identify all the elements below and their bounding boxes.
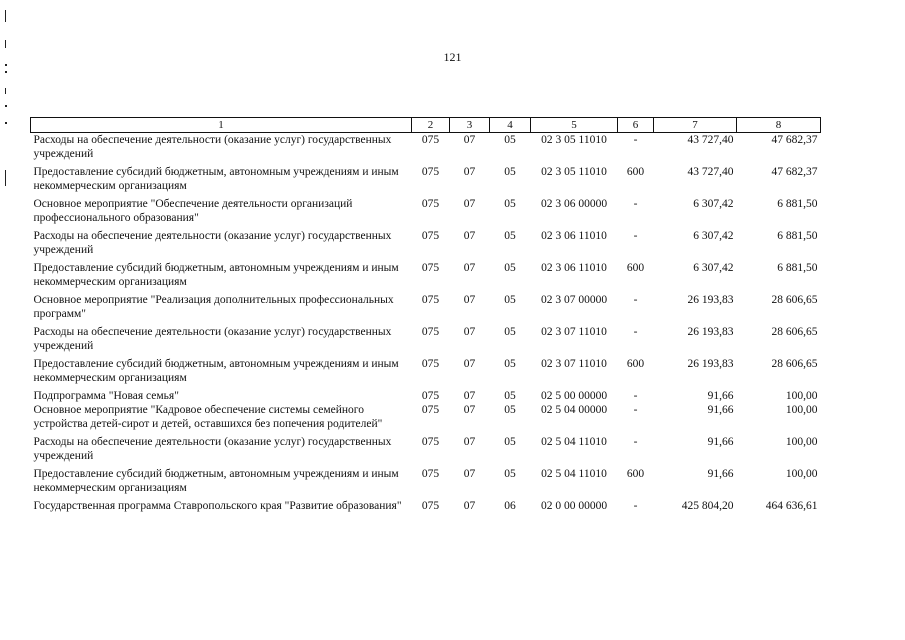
row-section: 07 bbox=[463, 326, 476, 338]
row-section: 07 bbox=[463, 294, 476, 306]
table-row bbox=[31, 293, 821, 325]
row-target-article: 02 5 04 00000 bbox=[540, 404, 608, 416]
row-amount-year2: 47 682,37 bbox=[771, 134, 818, 146]
row-expense-type: - bbox=[633, 134, 638, 146]
column-header: 4 bbox=[490, 118, 531, 133]
row-admin-code: 075 bbox=[421, 134, 440, 146]
row-description: Государственная программа Ставропольского края "Развитие образования" bbox=[33, 500, 402, 512]
row-amount-year2: 464 636,61 bbox=[765, 500, 818, 512]
row-subsection: 06 bbox=[504, 500, 516, 512]
row-amount-year2: 6 881,50 bbox=[777, 198, 818, 210]
row-description: Предоставление субсидий бюджетным, автономным учреждениям и иным некоммерческим организациям bbox=[33, 358, 399, 384]
column-header: 2 bbox=[412, 118, 450, 133]
row-expense-type: - bbox=[633, 294, 638, 306]
row-section: 07 bbox=[463, 166, 476, 178]
row-expense-type: 600 bbox=[626, 166, 645, 178]
row-amount-year2: 100,00 bbox=[785, 404, 818, 416]
row-expense-type: - bbox=[633, 500, 638, 512]
row-amount-year2: 28 606,65 bbox=[771, 326, 818, 338]
row-subsection: 05 bbox=[504, 166, 516, 178]
row-target-article: 02 5 00 00000 bbox=[540, 390, 608, 402]
row-subsection: 05 bbox=[504, 390, 516, 402]
table-row bbox=[31, 499, 821, 517]
row-expense-type: - bbox=[633, 326, 638, 338]
row-admin-code: 075 bbox=[421, 390, 440, 402]
row-description: Основное мероприятие "Обеспечение деятельности организаций профессионального образования" bbox=[33, 198, 353, 224]
row-amount-year1: 43 727,40 bbox=[687, 166, 734, 178]
row-section: 07 bbox=[463, 262, 476, 274]
row-amount-year2: 6 881,50 bbox=[777, 230, 818, 242]
header-row bbox=[31, 118, 821, 133]
row-target-article: 02 0 00 00000 bbox=[540, 500, 608, 512]
row-expense-type: - bbox=[633, 230, 638, 242]
row-description: Расходы на обеспечение деятельности (оказание услуг) государственных учреждений bbox=[33, 326, 392, 352]
row-target-article: 02 3 07 11010 bbox=[541, 326, 607, 338]
row-admin-code: 075 bbox=[421, 262, 440, 274]
row-description: Подпрограмма "Новая семья" bbox=[33, 390, 179, 402]
row-expense-type: 600 bbox=[626, 358, 645, 370]
row-admin-code: 075 bbox=[421, 358, 440, 370]
table-row bbox=[31, 357, 821, 389]
row-amount-year1: 91,66 bbox=[707, 390, 734, 402]
row-subsection: 05 bbox=[504, 436, 516, 448]
table-row bbox=[31, 197, 821, 229]
row-amount-year1: 91,66 bbox=[707, 436, 734, 448]
row-section: 07 bbox=[463, 468, 476, 480]
row-amount-year2: 28 606,65 bbox=[771, 358, 818, 370]
row-expense-type: - bbox=[633, 198, 638, 210]
column-header: 3 bbox=[450, 118, 490, 133]
row-section: 07 bbox=[463, 436, 476, 448]
row-description: Расходы на обеспечение деятельности (оказание услуг) государственных учреждений bbox=[33, 436, 392, 462]
row-amount-year1: 26 193,83 bbox=[687, 326, 734, 338]
margin-mark bbox=[5, 122, 7, 124]
row-amount-year2: 28 606,65 bbox=[771, 294, 818, 306]
row-subsection: 05 bbox=[504, 262, 516, 274]
row-amount-year1: 26 193,83 bbox=[687, 358, 734, 370]
row-amount-year1: 91,66 bbox=[707, 404, 734, 416]
row-target-article: 02 5 04 11010 bbox=[541, 468, 607, 480]
margin-mark bbox=[5, 105, 7, 107]
table-row bbox=[31, 325, 821, 357]
row-amount-year2: 100,00 bbox=[785, 390, 818, 402]
table-row bbox=[31, 165, 821, 197]
table-row bbox=[31, 435, 821, 467]
row-subsection: 05 bbox=[504, 198, 516, 210]
margin-mark bbox=[5, 40, 6, 48]
margin-mark bbox=[5, 64, 7, 66]
row-subsection: 05 bbox=[504, 404, 516, 416]
row-amount-year1: 26 193,83 bbox=[687, 294, 734, 306]
row-target-article: 02 3 05 11010 bbox=[541, 134, 607, 146]
row-description: Основное мероприятие "Кадровое обеспечение системы семейного устройства детей-сирот и детей, оставшихся без попечения родителей" bbox=[33, 404, 383, 430]
margin-mark bbox=[5, 170, 6, 186]
row-section: 07 bbox=[463, 358, 476, 370]
row-admin-code: 075 bbox=[421, 326, 440, 338]
column-header: 1 bbox=[31, 118, 412, 133]
row-subsection: 05 bbox=[504, 134, 516, 146]
row-section: 07 bbox=[463, 134, 476, 146]
row-subsection: 05 bbox=[504, 294, 516, 306]
row-subsection: 05 bbox=[504, 230, 516, 242]
row-description: Расходы на обеспечение деятельности (оказание услуг) государственных учреждений bbox=[33, 230, 392, 256]
row-section: 07 bbox=[463, 404, 476, 416]
row-admin-code: 075 bbox=[421, 500, 440, 512]
row-target-article: 02 3 06 00000 bbox=[540, 198, 608, 210]
row-target-article: 02 3 06 11010 bbox=[541, 262, 607, 274]
row-section: 07 bbox=[463, 390, 476, 402]
column-header: 7 bbox=[654, 118, 737, 133]
row-description: Основное мероприятие "Реализация дополнительных профессиональных программ" bbox=[33, 294, 394, 320]
row-expense-type: 600 bbox=[626, 468, 645, 480]
row-target-article: 02 3 07 00000 bbox=[540, 294, 608, 306]
row-admin-code: 075 bbox=[421, 230, 440, 242]
row-target-article: 02 5 04 11010 bbox=[541, 436, 607, 448]
row-expense-type: 600 bbox=[626, 262, 645, 274]
row-amount-year1: 425 804,20 bbox=[681, 500, 734, 512]
row-expense-type: - bbox=[633, 390, 638, 402]
row-target-article: 02 3 06 11010 bbox=[541, 230, 607, 242]
page-number: 121 bbox=[443, 50, 462, 64]
row-amount-year2: 100,00 bbox=[785, 436, 818, 448]
row-admin-code: 075 bbox=[421, 166, 440, 178]
row-admin-code: 075 bbox=[421, 468, 440, 480]
table-row bbox=[31, 403, 821, 435]
table-row bbox=[31, 133, 821, 166]
row-target-article: 02 3 07 11010 bbox=[541, 358, 607, 370]
row-amount-year1: 6 307,42 bbox=[693, 198, 734, 210]
budget-table bbox=[30, 117, 821, 517]
row-admin-code: 075 bbox=[421, 198, 440, 210]
table-row bbox=[31, 229, 821, 261]
table-row bbox=[31, 389, 821, 403]
row-admin-code: 075 bbox=[421, 404, 440, 416]
row-section: 07 bbox=[463, 198, 476, 210]
row-amount-year2: 6 881,50 bbox=[777, 262, 818, 274]
row-admin-code: 075 bbox=[421, 436, 440, 448]
row-amount-year1: 43 727,40 bbox=[687, 134, 734, 146]
row-subsection: 05 bbox=[504, 358, 516, 370]
row-expense-type: - bbox=[633, 404, 638, 416]
column-header: 5 bbox=[531, 118, 618, 133]
row-description: Предоставление субсидий бюджетным, автономным учреждениям и иным некоммерческим организациям bbox=[33, 468, 399, 494]
column-header: 8 bbox=[737, 118, 821, 133]
table-body bbox=[31, 133, 821, 518]
row-admin-code: 075 bbox=[421, 294, 440, 306]
row-amount-year2: 47 682,37 bbox=[771, 166, 818, 178]
margin-mark bbox=[5, 88, 6, 94]
row-target-article: 02 3 05 11010 bbox=[541, 166, 607, 178]
row-expense-type: - bbox=[633, 436, 638, 448]
row-subsection: 05 bbox=[504, 468, 516, 480]
row-section: 07 bbox=[463, 230, 476, 242]
row-description: Предоставление субсидий бюджетным, автономным учреждениям и иным некоммерческим организациям bbox=[33, 166, 399, 192]
column-header: 6 bbox=[618, 118, 654, 133]
row-description: Расходы на обеспечение деятельности (оказание услуг) государственных учреждений bbox=[33, 134, 392, 160]
row-section: 07 bbox=[463, 500, 476, 512]
row-description: Предоставление субсидий бюджетным, автономным учреждениям и иным некоммерческим организациям bbox=[33, 262, 399, 288]
row-amount-year1: 6 307,42 bbox=[693, 230, 734, 242]
table-row bbox=[31, 467, 821, 499]
row-amount-year1: 6 307,42 bbox=[693, 262, 734, 274]
row-amount-year1: 91,66 bbox=[707, 468, 734, 480]
row-subsection: 05 bbox=[504, 326, 516, 338]
margin-mark bbox=[5, 71, 7, 73]
row-amount-year2: 100,00 bbox=[785, 468, 818, 480]
table-row bbox=[31, 261, 821, 293]
margin-mark bbox=[5, 10, 6, 22]
